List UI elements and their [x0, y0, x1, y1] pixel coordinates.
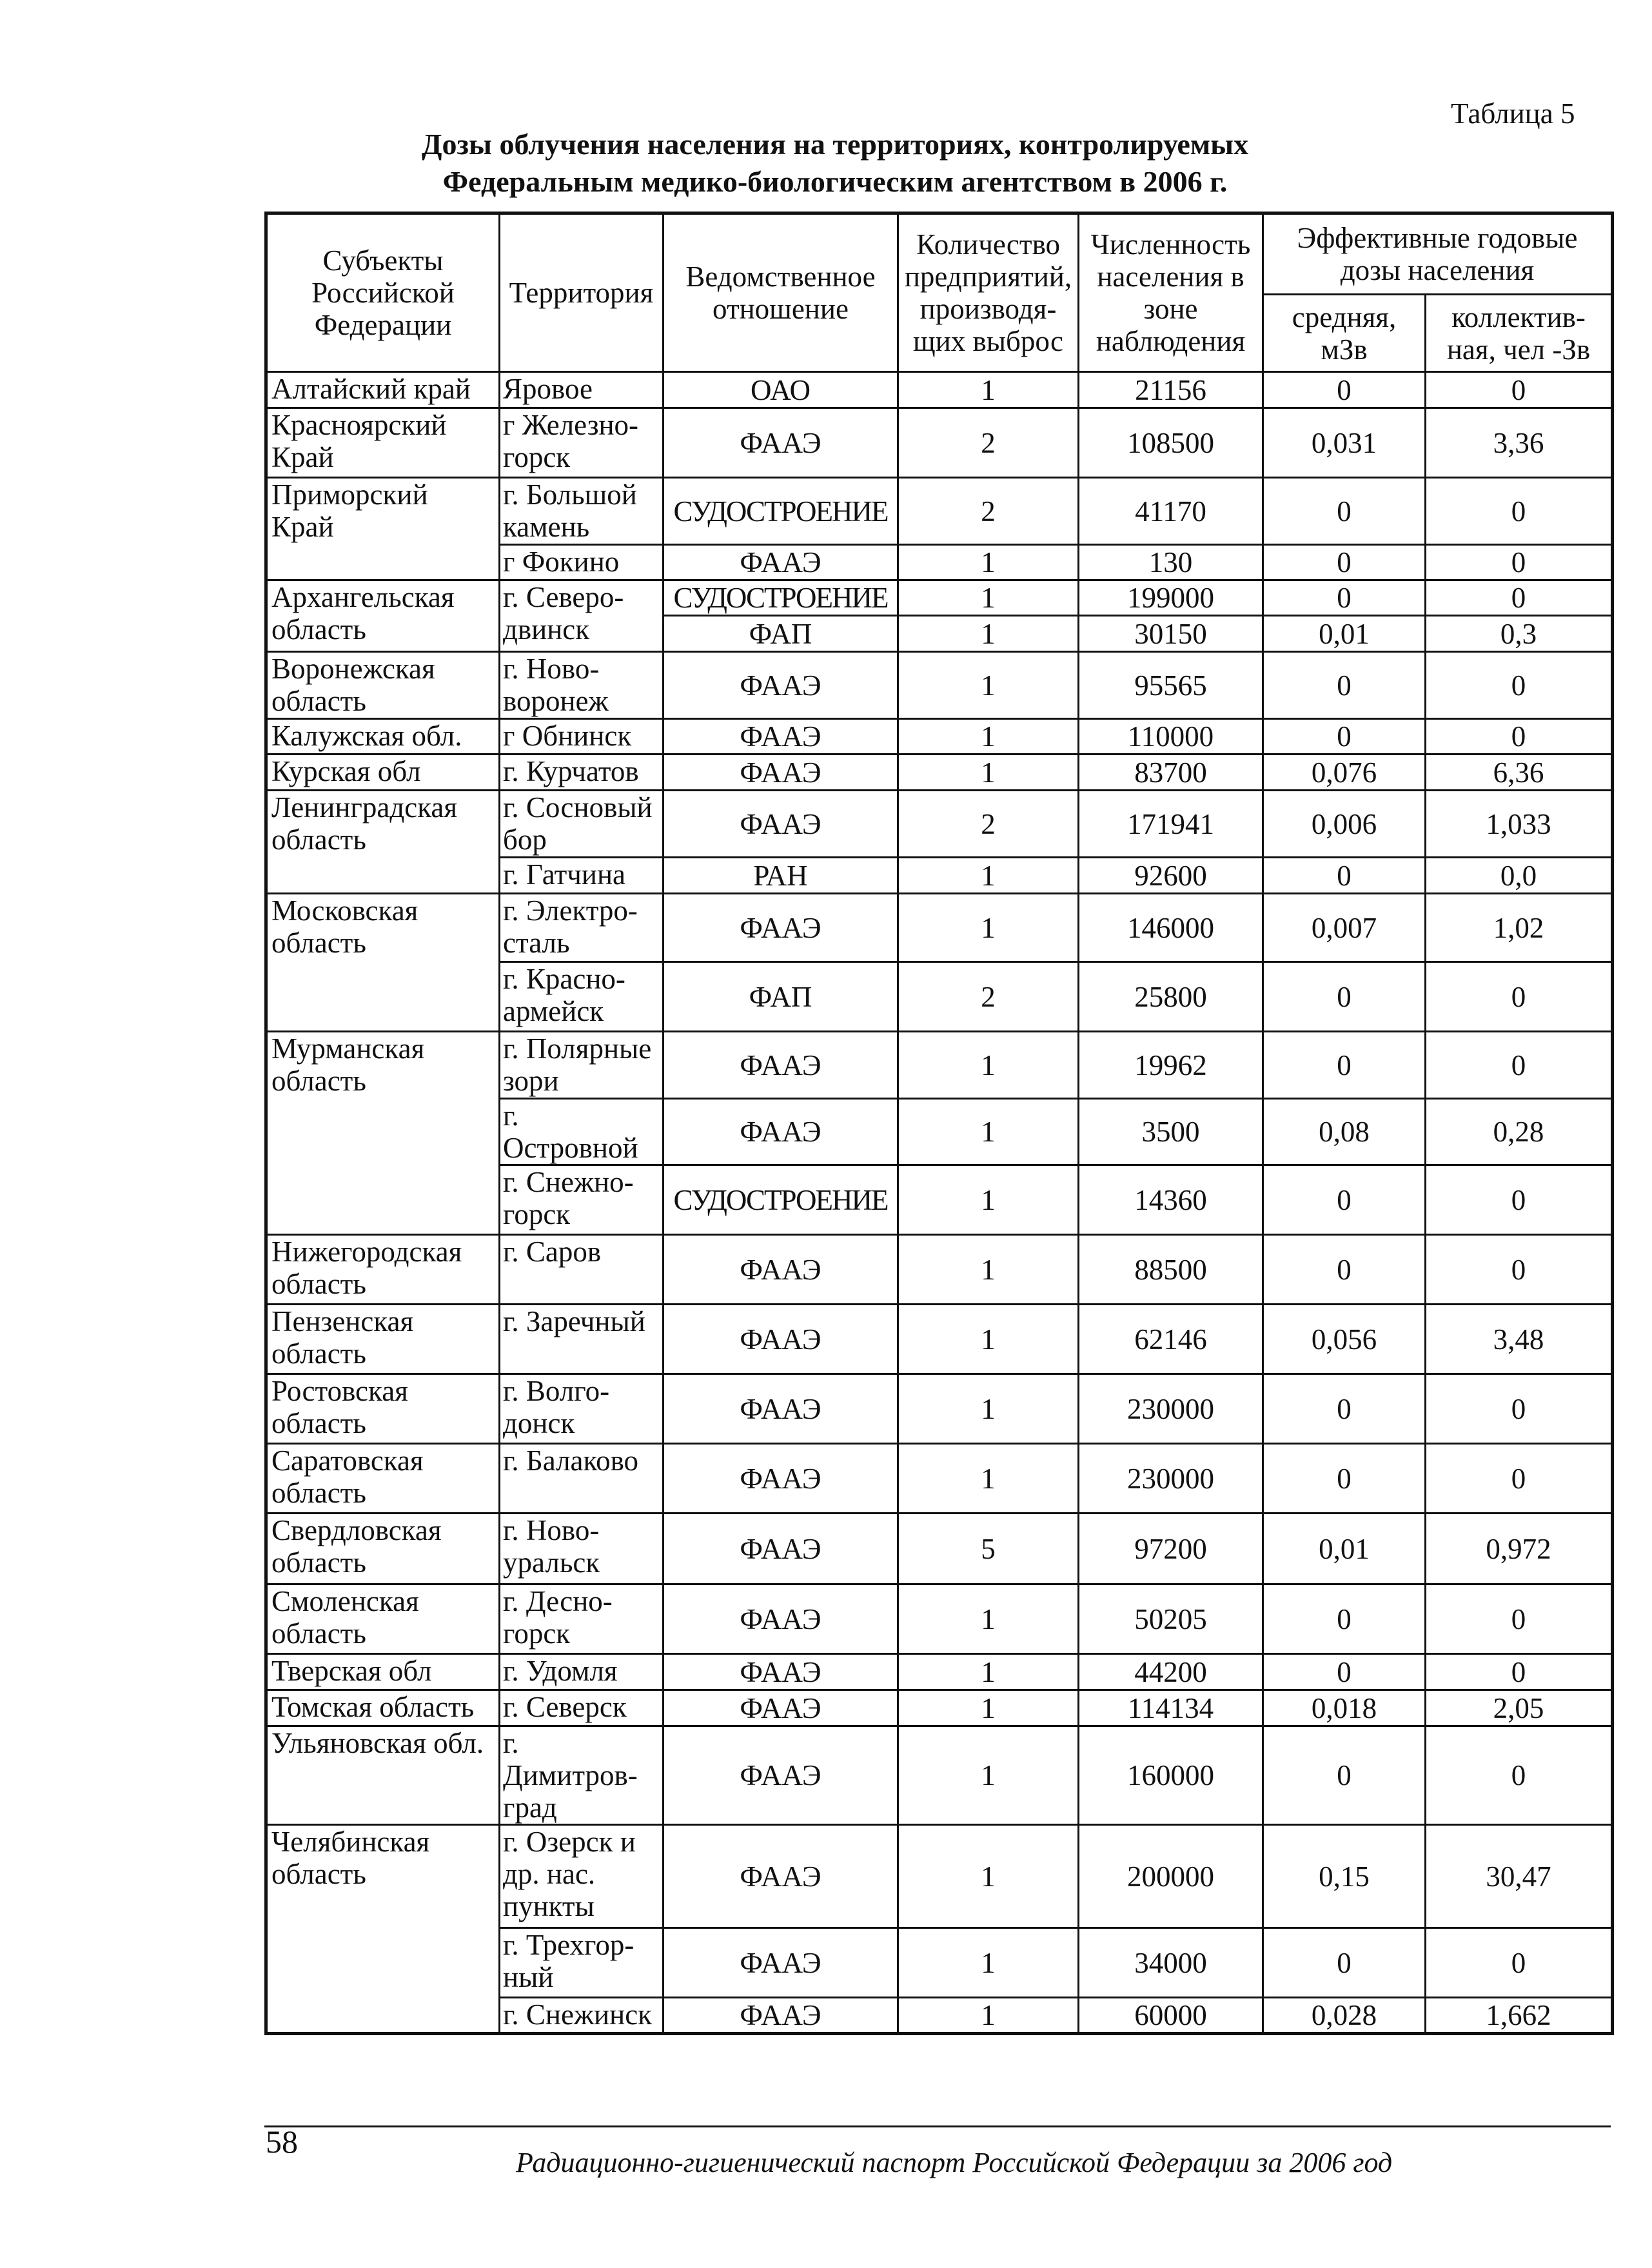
cell-territory: г. Трехгор-ный [500, 1928, 664, 1998]
table-row [266, 754, 1613, 791]
cell-enterprise-count: 1 [898, 894, 1079, 962]
cell-territory: г. Ново-воронеж [500, 652, 664, 719]
cell-enterprise-count: 1 [898, 616, 1079, 652]
cell-territory: г. Ново-уральск [500, 1514, 664, 1584]
table-row [266, 372, 1613, 408]
cell-territory: г. Балаково [500, 1444, 664, 1514]
cell-department: ФААЭ [664, 1032, 898, 1099]
cell-average-dose: 0,056 [1263, 1305, 1426, 1374]
cell-average-dose: 0 [1263, 1654, 1426, 1690]
header-collective-dose: коллектив-ная, чел -Зв [1426, 295, 1613, 372]
cell-territory: г. Электро-сталь [500, 894, 664, 962]
cell-collective-dose: 1,662 [1426, 1998, 1613, 2034]
cell-average-dose: 0,028 [1263, 1998, 1426, 2034]
cell-population: 95565 [1079, 652, 1263, 719]
table-row [266, 1235, 1613, 1305]
cell-enterprise-count: 5 [898, 1514, 1079, 1584]
cell-department: ФААЭ [664, 1374, 898, 1444]
cell-subject: Приморский Край [266, 478, 500, 580]
cell-territory: г. Снежинск [500, 1998, 664, 2034]
table-row [266, 894, 1613, 962]
cell-average-dose: 0,01 [1263, 616, 1426, 652]
cell-population: 60000 [1079, 1998, 1263, 2034]
cell-average-dose: 0 [1263, 545, 1426, 580]
cell-population: 108500 [1079, 408, 1263, 478]
cell-territory: г. Саров [500, 1235, 664, 1305]
cell-enterprise-count: 1 [898, 1165, 1079, 1235]
cell-department: СУДОСТРОЕНИЕ [664, 580, 898, 616]
header-average-dose: средняя, мЗв [1263, 295, 1426, 372]
cell-collective-dose: 0 [1426, 478, 1613, 545]
cell-population: 230000 [1079, 1444, 1263, 1514]
table-row [266, 1514, 1613, 1584]
cell-population: 200000 [1079, 1825, 1263, 1928]
cell-enterprise-count: 1 [898, 580, 1079, 616]
cell-territory: г Железно-горск [500, 408, 664, 478]
cell-average-dose: 0 [1263, 1235, 1426, 1305]
cell-department: ФААЭ [664, 1099, 898, 1165]
cell-territory: г. Десно-горск [500, 1584, 664, 1654]
cell-average-dose: 0 [1263, 962, 1426, 1032]
cell-collective-dose: 0 [1426, 1165, 1613, 1235]
cell-population: 114134 [1079, 1690, 1263, 1726]
table-row [266, 1690, 1613, 1726]
cell-department: ФААЭ [664, 408, 898, 478]
table-title [361, 126, 1309, 201]
cell-department: ФААЭ [664, 719, 898, 754]
cell-subject: Воронежская область [266, 652, 500, 719]
table-row [266, 791, 1613, 858]
cell-collective-dose: 0,3 [1426, 616, 1613, 652]
cell-collective-dose: 0 [1426, 1374, 1613, 1444]
cell-enterprise-count: 1 [898, 1726, 1079, 1825]
cell-subject: Челябинская область [266, 1825, 500, 2034]
cell-territory: г. Полярные зори [500, 1032, 664, 1099]
cell-enterprise-count: 1 [898, 1584, 1079, 1654]
cell-department: СУДОСТРОЕНИЕ [664, 478, 898, 545]
cell-average-dose: 0 [1263, 719, 1426, 754]
cell-collective-dose: 0 [1426, 1235, 1613, 1305]
cell-subject: Алтайский край [266, 372, 500, 408]
cell-subject: Архангельская область [266, 580, 500, 652]
cell-collective-dose: 0,972 [1426, 1514, 1613, 1584]
cell-enterprise-count: 1 [898, 1444, 1079, 1514]
cell-subject: Пензенская область [266, 1305, 500, 1374]
cell-department: ФААЭ [664, 894, 898, 962]
cell-territory: г. Большой камень [500, 478, 664, 545]
cell-enterprise-count: 2 [898, 791, 1079, 858]
cell-subject: Красноярский Край [266, 408, 500, 478]
cell-territory: г. Красно-армейск [500, 962, 664, 1032]
cell-average-dose: 0,08 [1263, 1099, 1426, 1165]
cell-subject: Нижегородская область [266, 1235, 500, 1305]
cell-average-dose: 0 [1263, 1032, 1426, 1099]
cell-territory: г. Снежно-горск [500, 1165, 664, 1235]
cell-collective-dose: 30,47 [1426, 1825, 1613, 1928]
cell-average-dose: 0 [1263, 1374, 1426, 1444]
table-row [266, 1654, 1613, 1690]
cell-population: 3500 [1079, 1099, 1263, 1165]
cell-collective-dose: 0 [1426, 1032, 1613, 1099]
cell-department: ФААЭ [664, 1584, 898, 1654]
cell-territory: г. Волго-донск [500, 1374, 664, 1444]
cell-collective-dose: 0 [1426, 580, 1613, 616]
table-row [266, 1584, 1613, 1654]
cell-collective-dose: 2,05 [1426, 1690, 1613, 1726]
table-row [266, 1305, 1613, 1374]
cell-enterprise-count: 1 [898, 1235, 1079, 1305]
table-row [266, 1374, 1613, 1444]
cell-average-dose: 0 [1263, 858, 1426, 894]
cell-territory: г. Курчатов [500, 754, 664, 791]
cell-collective-dose: 0,0 [1426, 858, 1613, 894]
table-label: Таблица 5 [1451, 97, 1575, 130]
cell-territory: г. Димитров-град [500, 1726, 664, 1825]
cell-territory: Яровое [500, 372, 664, 408]
cell-population: 97200 [1079, 1514, 1263, 1584]
cell-territory: г. Сосновый бор [500, 791, 664, 858]
cell-population: 130 [1079, 545, 1263, 580]
cell-department: ФААЭ [664, 1825, 898, 1928]
cell-territory: г. Удомля [500, 1654, 664, 1690]
table-row [266, 1825, 1613, 1928]
cell-average-dose: 0,15 [1263, 1825, 1426, 1928]
table-row [266, 652, 1613, 719]
table-row [266, 1726, 1613, 1825]
cell-department: ФААЭ [664, 1654, 898, 1690]
cell-department: ФААЭ [664, 652, 898, 719]
cell-enterprise-count: 1 [898, 1928, 1079, 1998]
cell-subject: Свердловская область [266, 1514, 500, 1584]
cell-average-dose: 0 [1263, 1584, 1426, 1654]
cell-population: 160000 [1079, 1726, 1263, 1825]
cell-population: 199000 [1079, 580, 1263, 616]
cell-enterprise-count: 1 [898, 1305, 1079, 1374]
cell-department: ФААЭ [664, 1726, 898, 1825]
cell-population: 34000 [1079, 1928, 1263, 1998]
cell-collective-dose: 0 [1426, 1928, 1613, 1998]
cell-territory: г Обнинск [500, 719, 664, 754]
title-line-1: Дозы облучения населения на территориях, контролируемых [421, 128, 1249, 161]
footer-divider [264, 2125, 1611, 2127]
cell-department: ФААЭ [664, 754, 898, 791]
table-row [266, 1032, 1613, 1099]
cell-collective-dose: 0 [1426, 652, 1613, 719]
cell-enterprise-count: 1 [898, 754, 1079, 791]
cell-subject: Калужская обл. [266, 719, 500, 754]
cell-territory: г. Северо-двинск [500, 580, 664, 652]
cell-department: ФААЭ [664, 1235, 898, 1305]
cell-subject: Ульяновская обл. [266, 1726, 500, 1825]
cell-subject: Тверская обл [266, 1654, 500, 1690]
cell-territory: г Фокино [500, 545, 664, 580]
cell-average-dose: 0,01 [1263, 1514, 1426, 1584]
cell-average-dose: 0 [1263, 1928, 1426, 1998]
cell-department: ФААЭ [664, 1305, 898, 1374]
cell-territory: г. Гатчина [500, 858, 664, 894]
cell-department: ОАО [664, 372, 898, 408]
cell-population: 41170 [1079, 478, 1263, 545]
cell-population: 230000 [1079, 1374, 1263, 1444]
cell-collective-dose: 3,48 [1426, 1305, 1613, 1374]
cell-enterprise-count: 1 [898, 1998, 1079, 2034]
cell-territory: г. Островной [500, 1099, 664, 1165]
cell-department: РАН [664, 858, 898, 894]
cell-enterprise-count: 1 [898, 1690, 1079, 1726]
header-population: Численность населения в зоне наблюдения [1079, 213, 1263, 372]
cell-enterprise-count: 1 [898, 545, 1079, 580]
cell-enterprise-count: 1 [898, 1654, 1079, 1690]
cell-subject: Курская обл [266, 754, 500, 791]
cell-enterprise-count: 2 [898, 962, 1079, 1032]
cell-enterprise-count: 1 [898, 652, 1079, 719]
table-row [266, 478, 1613, 545]
cell-population: 88500 [1079, 1235, 1263, 1305]
title-line-2: Федеральным медико-биологическим агентством в 2006 г. [442, 165, 1228, 198]
page-number: 58 [266, 2124, 298, 2160]
cell-collective-dose: 0 [1426, 719, 1613, 754]
cell-subject: Томская область [266, 1690, 500, 1726]
header-department: Ведомственное отношение [664, 213, 898, 372]
cell-population: 83700 [1079, 754, 1263, 791]
cell-population: 50205 [1079, 1584, 1263, 1654]
cell-average-dose: 0 [1263, 1444, 1426, 1514]
cell-subject: Ростовская область [266, 1374, 500, 1444]
cell-enterprise-count: 2 [898, 478, 1079, 545]
cell-department: ФААЭ [664, 1514, 898, 1584]
cell-collective-dose: 0 [1426, 1726, 1613, 1825]
cell-department: ФААЭ [664, 1444, 898, 1514]
cell-population: 146000 [1079, 894, 1263, 962]
cell-department: ФААЭ [664, 1928, 898, 1998]
footer-caption: Радиационно-гигиенический паспорт Российской Федерации за 2006 год [516, 2147, 1393, 2178]
cell-average-dose: 0 [1263, 1165, 1426, 1235]
cell-average-dose: 0 [1263, 580, 1426, 616]
cell-collective-dose: 0 [1426, 1444, 1613, 1514]
cell-department: ФААЭ [664, 1690, 898, 1726]
cell-average-dose: 0,076 [1263, 754, 1426, 791]
cell-collective-dose: 0 [1426, 372, 1613, 408]
doses-table [264, 212, 1614, 2035]
cell-average-dose: 0,006 [1263, 791, 1426, 858]
cell-population: 25800 [1079, 962, 1263, 1032]
cell-subject: Мурманская область [266, 1032, 500, 1235]
cell-subject: Саратовская область [266, 1444, 500, 1514]
cell-subject: Смоленская область [266, 1584, 500, 1654]
cell-department: ФААЭ [664, 1998, 898, 2034]
cell-collective-dose: 1,033 [1426, 791, 1613, 858]
table-row [266, 408, 1613, 478]
cell-territory: г. Озерск и др. нас. пункты [500, 1825, 664, 1928]
header-territory: Территория [500, 213, 664, 372]
cell-average-dose: 0,018 [1263, 1690, 1426, 1726]
cell-average-dose: 0,007 [1263, 894, 1426, 962]
cell-average-dose: 0 [1263, 372, 1426, 408]
cell-enterprise-count: 1 [898, 1032, 1079, 1099]
cell-subject: Ленинградская область [266, 791, 500, 894]
cell-average-dose: 0 [1263, 478, 1426, 545]
cell-enterprise-count: 1 [898, 858, 1079, 894]
cell-department: ФААЭ [664, 545, 898, 580]
cell-collective-dose: 0 [1426, 962, 1613, 1032]
cell-collective-dose: 0 [1426, 545, 1613, 580]
cell-population: 14360 [1079, 1165, 1263, 1235]
cell-collective-dose: 6,36 [1426, 754, 1613, 791]
cell-enterprise-count: 1 [898, 719, 1079, 754]
cell-population: 62146 [1079, 1305, 1263, 1374]
cell-average-dose: 0,031 [1263, 408, 1426, 478]
cell-enterprise-count: 1 [898, 1099, 1079, 1165]
header-subject: Субъекты Российской Федерации [266, 213, 500, 372]
cell-population: 44200 [1079, 1654, 1263, 1690]
cell-collective-dose: 0 [1426, 1654, 1613, 1690]
cell-department: ФААЭ [664, 791, 898, 858]
cell-collective-dose: 0 [1426, 1584, 1613, 1654]
cell-average-dose: 0 [1263, 1726, 1426, 1825]
header-enterprise-count: Количество предприятий, производя-щих выброс [898, 213, 1079, 372]
cell-territory: г. Заречный [500, 1305, 664, 1374]
table-body [266, 372, 1613, 2034]
table-row [266, 719, 1613, 754]
cell-enterprise-count: 1 [898, 1374, 1079, 1444]
cell-department: ФАП [664, 616, 898, 652]
cell-population: 92600 [1079, 858, 1263, 894]
cell-enterprise-count: 1 [898, 372, 1079, 408]
cell-department: ФАП [664, 962, 898, 1032]
cell-territory: г. Северск [500, 1690, 664, 1726]
cell-collective-dose: 0,28 [1426, 1099, 1613, 1165]
table-row [266, 1444, 1613, 1514]
cell-collective-dose: 1,02 [1426, 894, 1613, 962]
cell-population: 19962 [1079, 1032, 1263, 1099]
cell-population: 110000 [1079, 719, 1263, 754]
cell-population: 171941 [1079, 791, 1263, 858]
cell-subject: Московская область [266, 894, 500, 1032]
cell-population: 30150 [1079, 616, 1263, 652]
table-row [266, 580, 1613, 616]
cell-enterprise-count: 2 [898, 408, 1079, 478]
cell-enterprise-count: 1 [898, 1825, 1079, 1928]
header-effective-doses: Эффективные годовые дозы населения [1263, 213, 1613, 295]
cell-collective-dose: 3,36 [1426, 408, 1613, 478]
cell-population: 21156 [1079, 372, 1263, 408]
cell-department: СУДОСТРОЕНИЕ [664, 1165, 898, 1235]
cell-average-dose: 0 [1263, 652, 1426, 719]
